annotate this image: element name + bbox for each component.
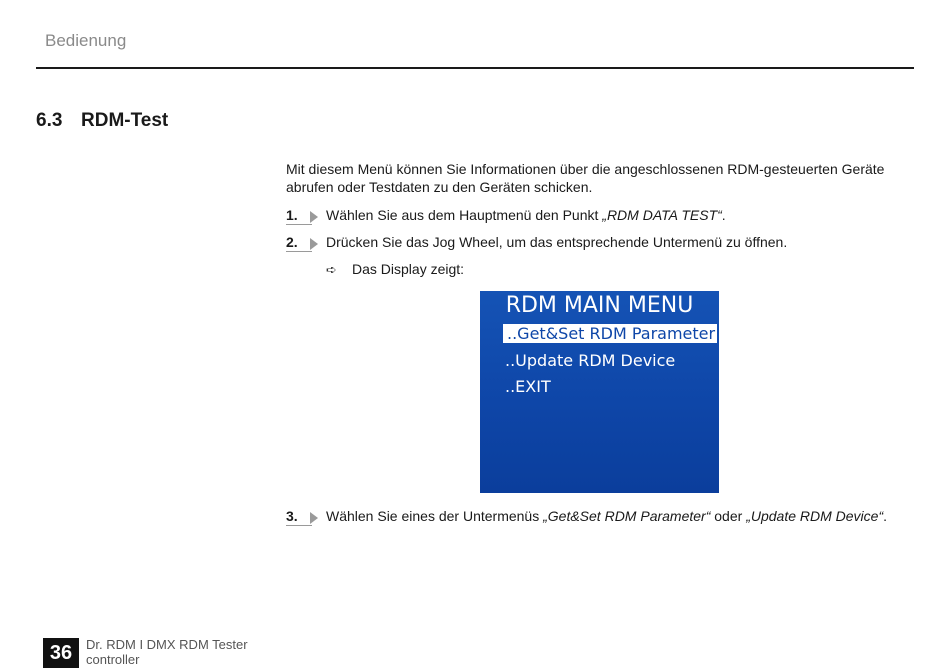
step-marker [286,233,326,251]
lcd-menu-item-selected: ..Get&Set RDM Parameter [503,324,717,343]
step-1 [286,206,726,224]
step-3 [286,507,887,525]
header-title: Bedienung [45,31,127,50]
step-marker [286,507,326,525]
result-arrow-icon: ➪ [326,262,337,277]
section-number: 6.3 [36,110,63,131]
step-menu-item: „Get&Set RDM Parameter“ [543,508,711,524]
step-number: 3. [286,508,298,524]
lcd-display [480,291,719,493]
step-arrow-icon [310,238,318,250]
step-2 [286,233,787,251]
footer-product-line2: controller [86,652,140,667]
header-rule [36,67,914,69]
lcd-menu-item: ..Update RDM Device [505,351,676,370]
step-arrow-icon [310,211,318,223]
step-menu-item: „Update RDM Device“ [746,508,884,524]
section-title: RDM-Test [81,110,169,131]
footer-product-line1: Dr. RDM I DMX RDM Tester [86,637,248,652]
step-number: 2. [286,234,298,250]
step-menu-item: „RDM DATA TEST“ [602,207,722,223]
lcd-title: RDM MAIN MENU [505,293,694,318]
step-result [326,260,464,279]
result-text: Das Display zeigt: [352,261,465,277]
step-text-mid: oder [710,508,747,524]
step-underline [286,251,312,252]
step-arrow-icon [310,512,318,524]
step-text: Wählen Sie aus dem Hauptmenü den Punkt [326,207,603,223]
step-text: Wählen Sie eines der Untermenüs [326,508,544,524]
page-number: 36 [43,638,79,668]
intro-paragraph: Mit diesem Menü können Sie Informationen über die angeschlossenen RDM-gesteuerten Geräte abrufen oder Testdaten zu den Geräten schicken. [286,161,885,195]
section-heading [36,110,168,132]
step-text-end: . [721,207,726,223]
step-marker [286,206,326,224]
step-text-end: . [883,508,888,524]
step-underline [286,525,312,526]
step-underline [286,224,312,225]
lcd-menu-item: ..EXIT [505,377,551,396]
footer-product [86,637,286,667]
step-text: Drücken Sie das Jog Wheel, um das entsprechende Untermenü zu öffnen. [326,234,788,250]
step-number: 1. [286,207,298,223]
